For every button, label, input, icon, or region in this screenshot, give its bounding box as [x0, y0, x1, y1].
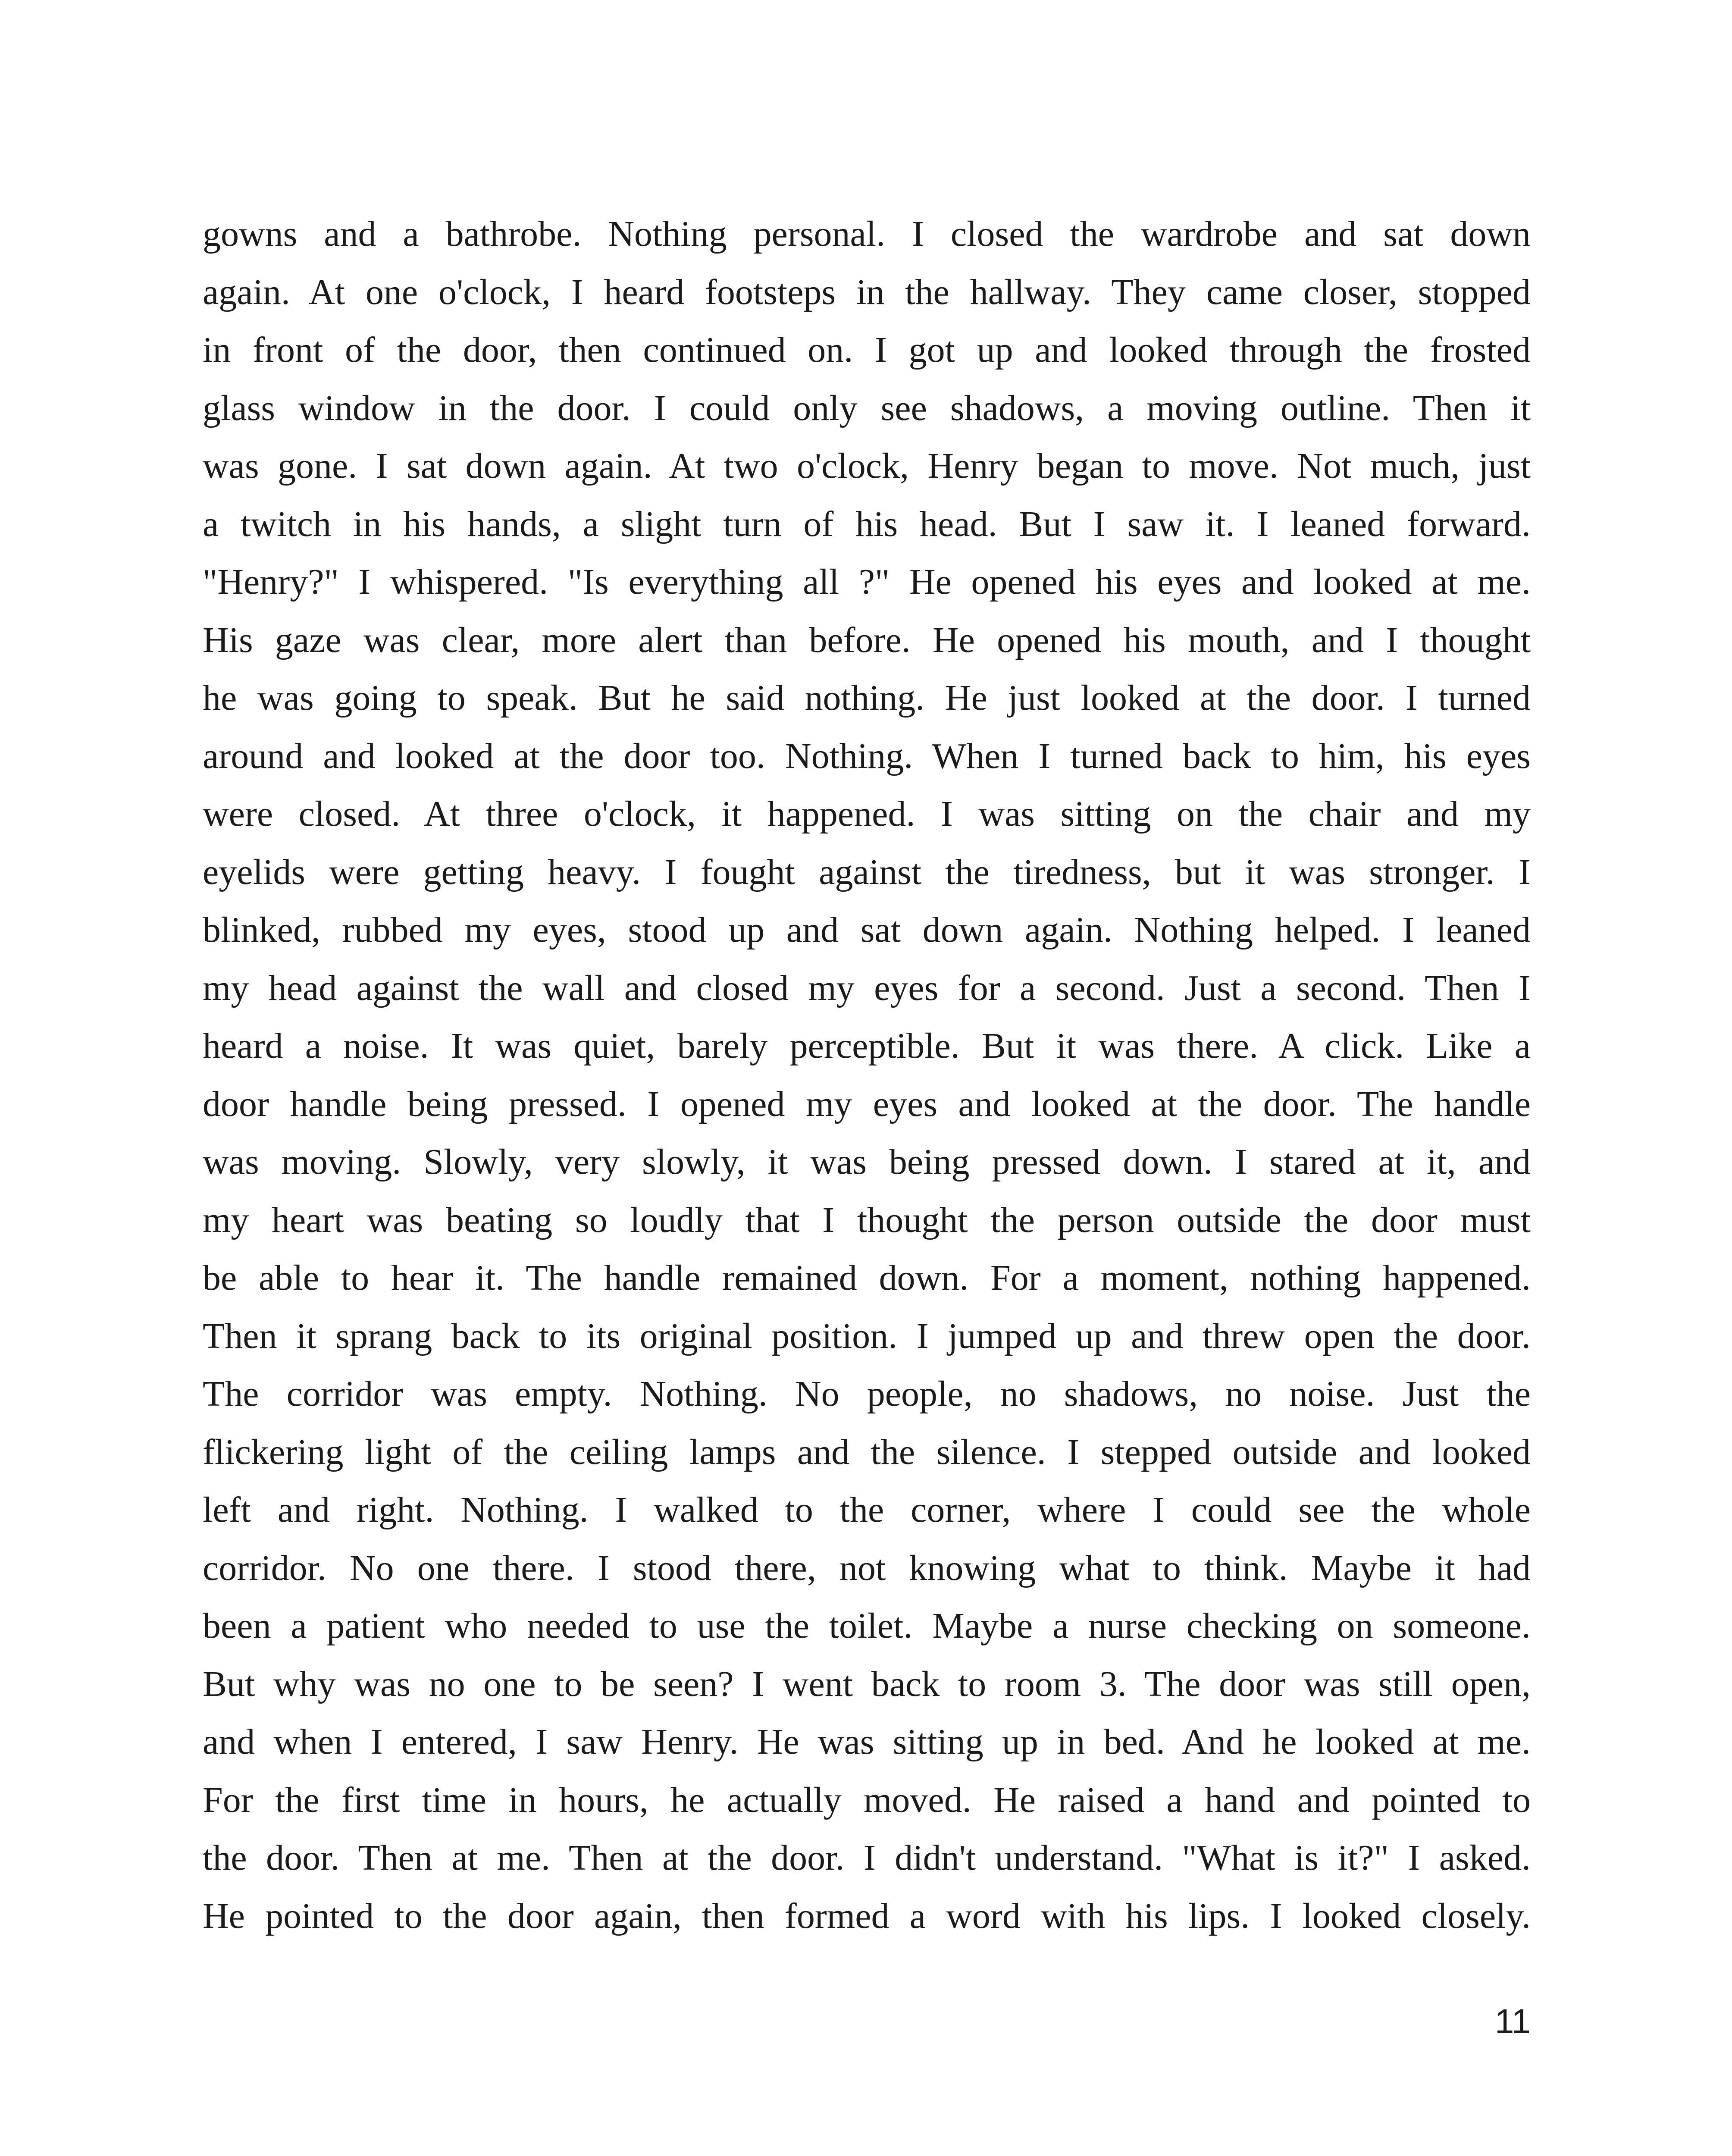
text-line: around and looked at the door too. Nothing. When I turned back to him, his eyes — [203, 736, 1531, 776]
text-line: heard a noise. It was quiet, barely perceptible. But it was there. A click. Like a — [203, 1026, 1531, 1066]
text-line: left and right. Nothing. I walked to the corner, where I could see the whole — [203, 1490, 1531, 1530]
text-line: were closed. At three o'clock, it happened. I was sitting on the chair and my — [203, 794, 1531, 834]
text-line: again. At one o'clock, I heard footsteps in the hallway. They came closer, stopped — [203, 272, 1531, 312]
page-number: 11 — [1494, 2002, 1531, 2040]
text-line: blinked, rubbed my eyes, stood up and sat down again. Nothing helped. I leaned — [203, 910, 1531, 950]
text-line: eyelids were getting heavy. I fought against the tiredness, but it was stronger. I — [203, 852, 1531, 892]
text-line: the door. Then at me. Then at the door. I didn't understand. "What is it?" I asked. — [203, 1838, 1531, 1878]
text-line: was moving. Slowly, very slowly, it was being pressed down. I stared at it, and — [203, 1142, 1531, 1182]
body-text — [203, 205, 1531, 1945]
text-line: door handle being pressed. I opened my eyes and looked at the door. The handle — [203, 1084, 1531, 1124]
text-line: my head against the wall and closed my eyes for a second. Just a second. Then I — [203, 968, 1531, 1008]
text-line: Then it sprang back to its original position. I jumped up and threw open the door. — [203, 1316, 1531, 1356]
text-line: gowns and a bathrobe. Nothing personal. I closed the wardrobe and sat down — [203, 214, 1531, 254]
text-line: and when I entered, I saw Henry. He was sitting up in bed. And he looked at me. — [203, 1722, 1531, 1762]
text-line: be able to hear it. The handle remained down. For a moment, nothing happened. — [203, 1258, 1531, 1298]
text-line: He pointed to the door again, then formed a word with his lips. I looked closely. — [203, 1896, 1531, 1936]
text-line: glass window in the door. I could only see shadows, a moving outline. Then it — [203, 388, 1531, 428]
text-line: flickering light of the ceiling lamps and the silence. I stepped outside and looked — [203, 1432, 1531, 1472]
text-line: been a patient who needed to use the toilet. Maybe a nurse checking on someone. — [203, 1606, 1531, 1646]
text-line: in front of the door, then continued on. I got up and looked through the frosted — [203, 330, 1531, 370]
text-line: His gaze was clear, more alert than before. He opened his mouth, and I thought — [203, 620, 1531, 660]
text-line: was gone. I sat down again. At two o'clock, Henry began to move. Not much, just — [203, 446, 1531, 486]
text-line: he was going to speak. But he said nothing. He just looked at the door. I turned — [203, 678, 1531, 718]
text-line: For the first time in hours, he actually moved. He raised a hand and pointed to — [203, 1780, 1531, 1820]
text-line: The corridor was empty. Nothing. No people, no shadows, no noise. Just the — [203, 1374, 1531, 1414]
text-line: a twitch in his hands, a slight turn of his head. But I saw it. I leaned forward. — [203, 504, 1531, 544]
text-line: my heart was beating so loudly that I thought the person outside the door must — [203, 1200, 1531, 1240]
text-line: corridor. No one there. I stood there, not knowing what to think. Maybe it had — [203, 1548, 1531, 1588]
text-line: But why was no one to be seen? I went back to room 3. The door was still open, — [203, 1664, 1531, 1704]
text-line: "Henry?" I whispered. "Is everything all ?" He opened his eyes and looked at me. — [203, 562, 1531, 602]
